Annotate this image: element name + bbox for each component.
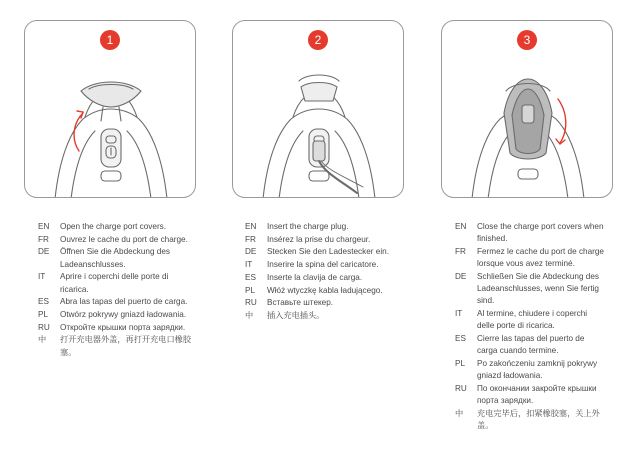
step-1-number-badge: 1 bbox=[100, 30, 120, 50]
instruction-row: RU Откройте крышки порта зарядки. bbox=[38, 322, 186, 332]
scooter-charge-plug-inserted-drawing bbox=[233, 21, 404, 198]
scooter-charge-port-closed-drawing bbox=[442, 21, 613, 198]
open-arrow-icon bbox=[74, 113, 83, 151]
instruction-row: DE Stecken Sie den Ladestecker ein. bbox=[245, 247, 389, 257]
instruction-row: EN Close the charge port covers when finished. bbox=[455, 222, 604, 244]
step-3-number-badge: 3 bbox=[517, 30, 537, 50]
instruction-row: RU По окончании закройте крышки порта зарядки. bbox=[455, 383, 597, 405]
instruction-row: DE Schließen Sie die Abdeckung des Ladeanschlusses, wenn Sie fertig sind. bbox=[455, 271, 599, 306]
instruction-row: PL Włóż wtyczkę kabla ładującego. bbox=[245, 285, 383, 295]
instruction-row: ES Cierre las tapas del puerto de carga cuando termine. bbox=[455, 333, 585, 356]
instruction-row: PL Po zakończeniu zamknij pokrywy gniazd ładowania. bbox=[455, 358, 598, 380]
instruction-row: 中 充电完毕后，扣紧橡胶塞，关上外盖。 bbox=[455, 408, 600, 430]
step-2-illustration bbox=[232, 20, 404, 198]
instruction-row: 中 插入充电插头。 bbox=[245, 310, 325, 320]
instruction-row: IT Al termine, chiudere i coperchi delle porte di ricarica. bbox=[455, 308, 588, 331]
instruction-row: FR Ouvrez le cache du port de charge. bbox=[38, 234, 188, 244]
step-1-illustration bbox=[24, 20, 196, 198]
instruction-row: 中 打开充电器外盖，再打开充电口橡胶塞。 bbox=[38, 335, 192, 357]
close-arrow-icon bbox=[558, 99, 566, 143]
instruction-row: FR Fermez le cache du port de charge lorsque vous avez terminé. bbox=[455, 246, 604, 269]
instruction-row: IT Inserire la spina del caricatore. bbox=[245, 260, 379, 270]
instruction-row: DE Öffnen Sie die Abdeckung des Ladeanschlusses. bbox=[38, 247, 171, 269]
step-3-illustration bbox=[441, 20, 613, 198]
instruction-row: FR Insérez la prise du chargeur. bbox=[245, 234, 371, 244]
instruction-row: EN Open the charge port covers. bbox=[38, 222, 167, 231]
instruction-row: ES Inserte la clavija de carga. bbox=[245, 272, 363, 282]
step-2-instructions bbox=[245, 221, 403, 323]
instruction-row: IT Aprire i coperchi delle porte di ricarica. bbox=[38, 272, 169, 294]
instruction-row: RU Вставьте штекер. bbox=[245, 298, 334, 308]
step-3-instructions bbox=[455, 221, 605, 432]
instruction-row: EN Insert the charge plug. bbox=[245, 222, 349, 231]
instruction-row: PL Otwórz pokrywy gniazd ładowania. bbox=[38, 309, 187, 319]
step-1-instructions bbox=[38, 221, 196, 359]
scooter-charge-port-open-drawing bbox=[25, 21, 196, 198]
step-2-number-badge: 2 bbox=[308, 30, 328, 50]
instruction-row: ES Abra las tapas del puerto de carga. bbox=[38, 297, 188, 307]
